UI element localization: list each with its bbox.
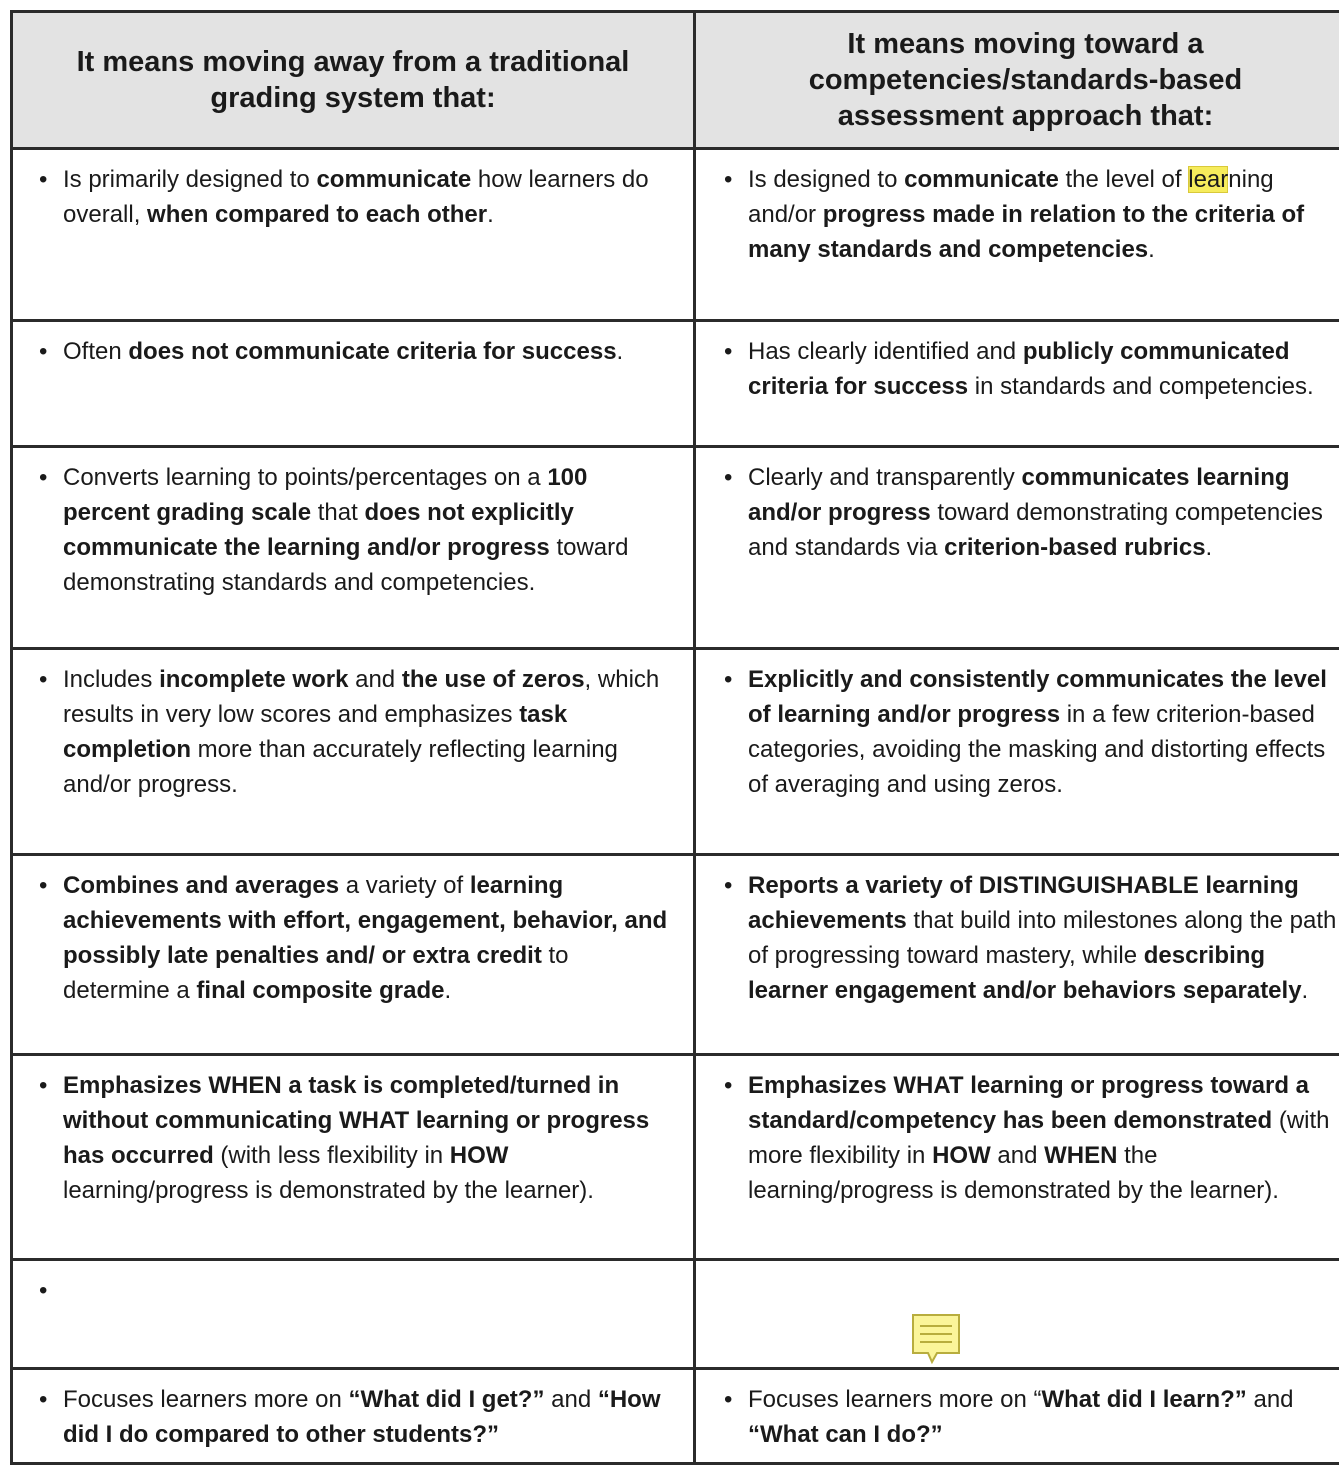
bold-text: final composite grade bbox=[196, 977, 445, 1004]
cell-left bbox=[12, 149, 695, 321]
body-text: Is designed to bbox=[748, 166, 905, 193]
table-row bbox=[12, 149, 1339, 321]
bullet-marker: • bbox=[39, 166, 48, 193]
bullet-marker: • bbox=[39, 464, 48, 491]
bold-text: Combines and averages bbox=[63, 872, 340, 899]
body-text: . bbox=[616, 338, 624, 365]
cell-right bbox=[695, 855, 1339, 1055]
header-competency-based: It means moving toward a competencies/standards-based assessment approach that: bbox=[695, 12, 1339, 149]
bold-text: Emphasizes WHEN a task is completed/turned in without communicating WHAT learning or progress has occurred bbox=[63, 1072, 650, 1169]
body-text: and bbox=[1246, 1386, 1294, 1413]
bullet-item bbox=[724, 334, 1339, 404]
table-row bbox=[12, 1260, 1339, 1369]
bold-text: WHEN bbox=[1044, 1142, 1118, 1169]
bullet-marker: • bbox=[39, 872, 48, 899]
body-text: that build into milestones along the path of progressing toward mastery, while bbox=[748, 907, 1337, 969]
cell-left bbox=[12, 649, 695, 855]
bullet-item bbox=[39, 1382, 673, 1452]
cell-left bbox=[12, 321, 695, 447]
bullet-marker: • bbox=[724, 166, 733, 193]
bullet-marker: • bbox=[39, 1072, 48, 1099]
bold-text: “What can I do?” bbox=[748, 1421, 943, 1448]
body-text: learning/progress is demonstrated by the learner). bbox=[63, 1177, 594, 1204]
bullet-item bbox=[724, 460, 1339, 565]
bold-text: criterion-based rubrics bbox=[944, 534, 1206, 561]
sticky-note-icon[interactable] bbox=[911, 1313, 961, 1365]
body-text: Focuses learners more on bbox=[63, 1386, 349, 1413]
bold-text: does not explicitly communicate the learning and/or progress bbox=[63, 499, 574, 561]
bullet-marker: • bbox=[39, 666, 48, 693]
bold-text: Explicitly and consistently communicates the level of learning and/or progress bbox=[748, 666, 1327, 728]
body-text: Converts learning to points/percentages on a bbox=[63, 464, 548, 491]
bullet-marker: • bbox=[724, 872, 733, 899]
cell-right bbox=[695, 321, 1339, 447]
bullet-item bbox=[39, 162, 673, 232]
cell-left bbox=[12, 447, 695, 649]
bullet-marker: • bbox=[724, 666, 733, 693]
table-row bbox=[12, 447, 1339, 649]
bold-text: “How did I do compared to other students?” bbox=[63, 1386, 661, 1448]
bold-text: incomplete work bbox=[159, 666, 349, 693]
header-traditional: It means moving away from a traditional grading system that: bbox=[12, 12, 695, 149]
body-text: . bbox=[1301, 977, 1309, 1004]
body-text: . bbox=[1205, 534, 1213, 561]
bullet-item bbox=[39, 1068, 673, 1208]
body-text: ning and/or bbox=[748, 166, 1274, 228]
bullet-marker: • bbox=[39, 338, 48, 365]
cell-right bbox=[695, 447, 1339, 649]
cell-right bbox=[695, 1260, 1339, 1369]
bullet-item bbox=[39, 460, 673, 600]
body-text: toward demonstrating standards and competencies. bbox=[63, 534, 629, 596]
table-row bbox=[12, 1369, 1339, 1464]
bullet-marker: • bbox=[39, 1386, 48, 1413]
bullet-item bbox=[724, 162, 1339, 267]
bold-text: when compared to each other bbox=[147, 201, 488, 228]
bold-text: “What did I get?” bbox=[348, 1386, 545, 1413]
bullet-item bbox=[39, 662, 673, 802]
bold-text: HOW bbox=[932, 1142, 991, 1169]
body-text: the learning/progress is demonstrated by the learner). bbox=[748, 1142, 1279, 1204]
bullet-marker: • bbox=[724, 1386, 733, 1413]
bold-text: communicate bbox=[904, 166, 1059, 193]
bold-text: the use of zeros bbox=[401, 666, 585, 693]
body-text: and bbox=[990, 1142, 1045, 1169]
bullet-item bbox=[724, 1068, 1339, 1208]
bold-text: Reports a variety of DISTINGUISHABLE learning achievements bbox=[748, 872, 1299, 934]
bullet-item bbox=[39, 868, 673, 1008]
bullet-item bbox=[724, 868, 1339, 1008]
table-row bbox=[12, 649, 1339, 855]
cell-left bbox=[12, 855, 695, 1055]
body-text: Includes bbox=[63, 666, 160, 693]
body-text: the level of bbox=[1058, 166, 1189, 193]
body-text: . bbox=[1148, 236, 1155, 263]
body-text: Often bbox=[63, 338, 129, 365]
body-text: . bbox=[487, 201, 494, 228]
cell-right bbox=[695, 1369, 1339, 1464]
body-text: that bbox=[311, 499, 365, 526]
bullet-item bbox=[724, 1382, 1339, 1452]
bold-text: describing learner engagement and/or behaviors separately bbox=[748, 942, 1302, 1004]
body-text: Clearly and transparently bbox=[748, 464, 1022, 491]
bold-text: 100 percent grading scale bbox=[63, 464, 588, 526]
cell-right bbox=[695, 149, 1339, 321]
bold-text: HOW bbox=[449, 1142, 509, 1169]
bullet-item bbox=[39, 334, 673, 369]
body-text: to determine a bbox=[63, 942, 569, 1004]
bold-text: Emphasizes WHAT learning or progress toward a standard/competency has been demonstrated bbox=[748, 1072, 1309, 1134]
table-row bbox=[12, 321, 1339, 447]
body-text: Is primarily designed to bbox=[63, 166, 317, 193]
body-text: toward demonstrating competencies and standards via bbox=[748, 499, 1323, 561]
cell-left bbox=[12, 1055, 695, 1260]
cell-left bbox=[12, 1369, 695, 1464]
cell-right bbox=[695, 1055, 1339, 1260]
body-text: and bbox=[544, 1386, 598, 1413]
body-text: . bbox=[444, 977, 452, 1004]
body-text: in a few criterion-based categories, avoiding the masking and distorting effects of averaging and using zeros. bbox=[748, 701, 1326, 798]
body-text: (with more flexibility in bbox=[748, 1107, 1330, 1169]
bold-text: progress made in relation to the criteria of many standards and competencies bbox=[748, 201, 1305, 263]
bold-text: does not communicate criteria for success bbox=[128, 338, 617, 365]
bullet-marker: • bbox=[724, 464, 733, 491]
body-text: Has clearly identified and bbox=[748, 338, 1023, 365]
body-text: (with less flexibility in bbox=[213, 1142, 450, 1169]
table-header-row bbox=[12, 12, 1339, 149]
bold-text: communicate bbox=[316, 166, 472, 193]
body-text: Focuses learners more on “ bbox=[748, 1386, 1042, 1413]
bold-text: publicly communicated criteria for success bbox=[748, 338, 1290, 400]
bold-text: communicates learning and/or progress bbox=[748, 464, 1290, 526]
body-text: more than accurately reflecting learning and/or progress. bbox=[63, 736, 618, 798]
bold-text: task completion bbox=[63, 701, 568, 763]
body-text: and bbox=[348, 666, 402, 693]
body-text: in standards and competencies. bbox=[968, 373, 1314, 400]
comparison-table bbox=[10, 10, 1339, 1465]
body-text: how learners do overall, bbox=[63, 166, 649, 228]
bullet-item bbox=[724, 662, 1339, 802]
bold-text: learning achievements with effort, engagement, behavior, and possibly late penalties and/ or extra credit bbox=[63, 872, 668, 969]
bullet-marker: • bbox=[724, 1072, 733, 1099]
table-row bbox=[12, 855, 1339, 1055]
bold-text: What did I learn?” bbox=[1041, 1386, 1247, 1413]
cell-right bbox=[695, 649, 1339, 855]
table-row bbox=[12, 1055, 1339, 1260]
bullet-marker: • bbox=[724, 338, 733, 365]
body-text: a variety of bbox=[339, 872, 470, 899]
body-text: , which results in very low scores and emphasizes bbox=[63, 666, 660, 728]
bullet-marker: • bbox=[39, 1277, 48, 1304]
highlight-annotation[interactable]: lear bbox=[1188, 166, 1229, 193]
cell-left bbox=[12, 1260, 695, 1369]
